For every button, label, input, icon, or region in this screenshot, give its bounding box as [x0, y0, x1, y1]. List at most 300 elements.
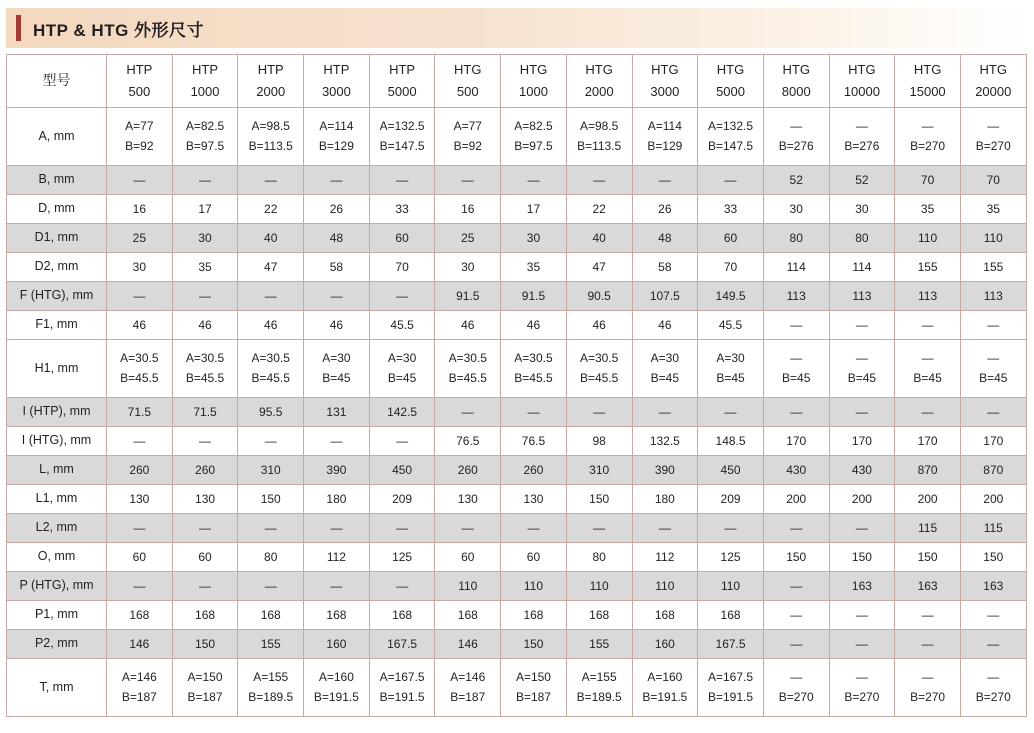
- table-row: [7, 601, 1027, 630]
- accent-bar: [16, 15, 21, 41]
- table-cell: [698, 659, 764, 717]
- table-cell: [369, 340, 435, 398]
- column-header: [107, 55, 173, 108]
- table-cell: 26: [304, 195, 370, 224]
- table-cell: [895, 108, 961, 166]
- table-cell: [829, 659, 895, 717]
- cell-value-b: B=191.5: [379, 690, 425, 704]
- table-cell: —: [107, 572, 173, 601]
- cell-value-b: B=45: [847, 371, 877, 385]
- row-header-label: D2, mm: [7, 253, 107, 282]
- table-cell: [632, 108, 698, 166]
- table-cell: 146: [435, 630, 501, 659]
- table-cell: 168: [435, 601, 501, 630]
- row-header-label: L1, mm: [7, 485, 107, 514]
- cell-value-b: B=45: [979, 371, 1008, 385]
- table-cell: 35: [172, 253, 238, 282]
- table-cell: 170: [829, 427, 895, 456]
- table-cell: 16: [107, 195, 173, 224]
- row-header-label: L, mm: [7, 456, 107, 485]
- column-header-size: 3000: [321, 83, 351, 99]
- table-cell: —: [172, 282, 238, 311]
- table-cell: 40: [238, 224, 304, 253]
- table-cell: 430: [829, 456, 895, 485]
- table-cell: 150: [501, 630, 567, 659]
- table-cell: —: [238, 572, 304, 601]
- table-cell: —: [566, 398, 632, 427]
- table-cell: [238, 340, 304, 398]
- table-cell: 80: [238, 543, 304, 572]
- column-header-size: 2000: [256, 83, 286, 99]
- table-cell: —: [829, 398, 895, 427]
- dimensions-table: [6, 54, 1027, 717]
- table-cell: [960, 659, 1026, 717]
- column-header-size: 3000: [650, 83, 680, 99]
- table-cell: 60: [698, 224, 764, 253]
- table-cell: 17: [172, 195, 238, 224]
- table-cell: [632, 340, 698, 398]
- table-cell: [435, 340, 501, 398]
- cell-value-a: A=82.5: [185, 119, 225, 133]
- table-cell: 209: [369, 485, 435, 514]
- cell-value-b: B=129: [318, 139, 354, 153]
- table-cell: 870: [895, 456, 961, 485]
- table-cell: [829, 340, 895, 398]
- table-cell: 142.5: [369, 398, 435, 427]
- table-cell: 200: [763, 485, 829, 514]
- column-header: [435, 55, 501, 108]
- column-header: [895, 55, 961, 108]
- table-cell: —: [632, 514, 698, 543]
- table-cell: 110: [632, 572, 698, 601]
- table-cell: 180: [632, 485, 698, 514]
- row-header-label: O, mm: [7, 543, 107, 572]
- cell-value-b: B=45.5: [251, 371, 290, 385]
- table-cell: 168: [369, 601, 435, 630]
- cell-value-a: A=132.5: [379, 119, 425, 133]
- table-cell: —: [107, 166, 173, 195]
- table-cell: [763, 108, 829, 166]
- table-cell: [304, 659, 370, 717]
- row-header-label: F (HTG), mm: [7, 282, 107, 311]
- cell-value-b: B=45: [387, 371, 417, 385]
- column-header: [172, 55, 238, 108]
- cell-value-b: B=113.5: [577, 139, 622, 153]
- table-cell: 148.5: [698, 427, 764, 456]
- table-cell: 58: [632, 253, 698, 282]
- column-header-series: HTG: [848, 62, 876, 78]
- table-cell: 46: [632, 311, 698, 340]
- table-cell: 91.5: [435, 282, 501, 311]
- table-cell: [304, 340, 370, 398]
- table-cell: 200: [895, 485, 961, 514]
- table-cell: [566, 340, 632, 398]
- table-cell: 46: [304, 311, 370, 340]
- table-cell: —: [763, 311, 829, 340]
- table-row: [7, 572, 1027, 601]
- row-header-label: L2, mm: [7, 514, 107, 543]
- table-cell: 150: [895, 543, 961, 572]
- table-cell: —: [304, 282, 370, 311]
- table-cell: —: [435, 166, 501, 195]
- table-cell: 90.5: [566, 282, 632, 311]
- table-cell: 115: [960, 514, 1026, 543]
- cell-value-a: A=30.5: [448, 351, 487, 365]
- cell-value-a: A=30.5: [251, 351, 290, 365]
- cell-value-a: A=155: [581, 670, 617, 684]
- table-cell: 163: [895, 572, 961, 601]
- table-row: [7, 108, 1027, 166]
- cell-value-a: A=114: [647, 119, 682, 133]
- cell-value-b: B=187: [187, 690, 223, 704]
- table-cell: 168: [238, 601, 304, 630]
- cell-value-b: B=189.5: [248, 690, 294, 704]
- table-row: [7, 282, 1027, 311]
- table-row: [7, 340, 1027, 398]
- table-cell: 71.5: [107, 398, 173, 427]
- cell-value-b: B=97.5: [185, 139, 225, 153]
- table-cell: 35: [960, 195, 1026, 224]
- table-cell: 35: [501, 253, 567, 282]
- cell-value-b: B=270: [910, 139, 946, 153]
- cell-value-a: A=167.5: [708, 670, 754, 684]
- table-cell: 310: [566, 456, 632, 485]
- cell-value-b: B=191.5: [642, 690, 688, 704]
- cell-value-b: B=187: [515, 690, 551, 704]
- table-cell: 168: [501, 601, 567, 630]
- table-cell: —: [632, 398, 698, 427]
- table-cell: 260: [172, 456, 238, 485]
- column-header-size: 10000: [843, 83, 880, 99]
- table-cell: 60: [501, 543, 567, 572]
- table-cell: [172, 659, 238, 717]
- cell-value-a: —: [921, 119, 934, 133]
- cell-value-b: B=187: [121, 690, 157, 704]
- table-cell: 91.5: [501, 282, 567, 311]
- table-cell: —: [960, 311, 1026, 340]
- table-cell: [501, 108, 567, 166]
- table-cell: 110: [435, 572, 501, 601]
- row-header-label: H1, mm: [7, 340, 107, 398]
- table-cell: —: [172, 166, 238, 195]
- table-cell: 30: [763, 195, 829, 224]
- table-cell: 168: [698, 601, 764, 630]
- column-header-series: HTP: [323, 62, 350, 78]
- cell-value-a: A=30: [387, 351, 417, 365]
- cell-value-a: A=30: [716, 351, 745, 365]
- table-cell: [435, 659, 501, 717]
- table-cell: —: [369, 166, 435, 195]
- column-header-series: HTG: [454, 62, 482, 78]
- table-cell: 131: [304, 398, 370, 427]
- table-cell: 167.5: [369, 630, 435, 659]
- table-cell: [107, 108, 173, 166]
- table-cell: 46: [172, 311, 238, 340]
- cell-value-b: B=270: [975, 690, 1011, 704]
- table-cell: 170: [763, 427, 829, 456]
- table-cell: 310: [238, 456, 304, 485]
- table-cell: 168: [304, 601, 370, 630]
- table-cell: 30: [501, 224, 567, 253]
- column-header-series: HTG: [913, 62, 942, 78]
- table-cell: 150: [172, 630, 238, 659]
- table-cell: —: [107, 282, 173, 311]
- table-cell: [960, 108, 1026, 166]
- page-title: HTP & HTG 外形尺寸: [33, 20, 205, 40]
- table-cell: 113: [763, 282, 829, 311]
- table-cell: 25: [107, 224, 173, 253]
- table-header-row: [7, 55, 1027, 108]
- table-cell: 160: [304, 630, 370, 659]
- cell-value-b: B=45.5: [448, 371, 487, 385]
- cell-value-b: B=276: [778, 139, 814, 153]
- row-header-label: P1, mm: [7, 601, 107, 630]
- column-header: [238, 55, 304, 108]
- row-header-label: P (HTG), mm: [7, 572, 107, 601]
- table-cell: —: [763, 514, 829, 543]
- table-cell: [763, 659, 829, 717]
- table-cell: —: [895, 398, 961, 427]
- cell-value-b: B=147.5: [379, 139, 425, 153]
- table-cell: 450: [698, 456, 764, 485]
- table-cell: [369, 108, 435, 166]
- table-cell: [435, 108, 501, 166]
- table-cell: —: [829, 311, 895, 340]
- column-header-series: HTP: [126, 62, 153, 78]
- table-cell: 112: [304, 543, 370, 572]
- column-header-size: 8000: [781, 83, 811, 99]
- table-cell: —: [960, 601, 1026, 630]
- table-row: [7, 456, 1027, 485]
- row-header-label: A, mm: [7, 108, 107, 166]
- table-cell: [304, 108, 370, 166]
- table-cell: 22: [566, 195, 632, 224]
- table-row: [7, 659, 1027, 717]
- cell-value-b: B=129: [647, 139, 683, 153]
- table-cell: [632, 659, 698, 717]
- cell-value-a: A=30.5: [579, 351, 619, 365]
- table-cell: 30: [829, 195, 895, 224]
- table-cell: 114: [763, 253, 829, 282]
- table-cell: [829, 108, 895, 166]
- table-cell: 70: [960, 166, 1026, 195]
- page-header-banner: [6, 8, 1028, 48]
- row-header-label: P2, mm: [7, 630, 107, 659]
- table-row: [7, 427, 1027, 456]
- table-cell: 30: [107, 253, 173, 282]
- row-header-label: D, mm: [7, 195, 107, 224]
- column-header-series: HTP: [389, 62, 416, 78]
- cell-value-a: A=82.5: [514, 119, 553, 133]
- table-cell: 48: [632, 224, 698, 253]
- cell-value-b: B=113.5: [248, 139, 293, 153]
- cell-value-a: A=167.5: [379, 670, 425, 684]
- cell-value-b: B=92: [453, 139, 482, 153]
- table-cell: 167.5: [698, 630, 764, 659]
- table-cell: 155: [566, 630, 632, 659]
- column-header-size: 1000: [519, 83, 548, 99]
- table-cell: [238, 659, 304, 717]
- column-header-series: HTG: [716, 62, 745, 78]
- cell-value-a: —: [987, 351, 1000, 365]
- column-header-size: 15000: [909, 83, 946, 99]
- cell-value-b: B=187: [450, 690, 486, 704]
- table-cell: [960, 340, 1026, 398]
- cell-value-b: B=270: [975, 139, 1011, 153]
- table-cell: 130: [435, 485, 501, 514]
- table-row: [7, 311, 1027, 340]
- cell-value-a: A=160: [318, 670, 354, 684]
- table-cell: —: [107, 427, 173, 456]
- cell-value-a: A=98.5: [579, 119, 619, 133]
- table-cell: [172, 340, 238, 398]
- table-cell: 80: [566, 543, 632, 572]
- column-header-series: HTG: [585, 62, 613, 78]
- cell-value-a: —: [987, 119, 1000, 133]
- cell-value-b: B=45.5: [514, 371, 553, 385]
- table-cell: [698, 108, 764, 166]
- column-header: [829, 55, 895, 108]
- table-cell: —: [238, 427, 304, 456]
- table-row: [7, 253, 1027, 282]
- table-cell: 450: [369, 456, 435, 485]
- cell-value-a: A=150: [187, 670, 223, 684]
- table-cell: —: [960, 630, 1026, 659]
- cell-value-b: B=189.5: [576, 690, 622, 704]
- table-cell: [107, 659, 173, 717]
- table-cell: 26: [632, 195, 698, 224]
- cell-value-b: B=45: [716, 371, 745, 385]
- table-cell: 46: [566, 311, 632, 340]
- table-cell: 60: [435, 543, 501, 572]
- table-cell: 48: [304, 224, 370, 253]
- table-cell: 60: [172, 543, 238, 572]
- table-cell: [172, 108, 238, 166]
- column-header-series: HTP: [257, 62, 284, 78]
- column-header: [566, 55, 632, 108]
- table-cell: —: [238, 514, 304, 543]
- table-cell: 163: [829, 572, 895, 601]
- column-header: [960, 55, 1026, 108]
- table-cell: 168: [632, 601, 698, 630]
- table-cell: 110: [698, 572, 764, 601]
- column-header: [304, 55, 370, 108]
- table-cell: 110: [501, 572, 567, 601]
- table-cell: —: [304, 427, 370, 456]
- cell-value-b: B=270: [844, 690, 880, 704]
- row-header-label: D1, mm: [7, 224, 107, 253]
- table-cell: —: [304, 514, 370, 543]
- cell-value-a: A=77: [125, 119, 154, 133]
- table-row: [7, 166, 1027, 195]
- table-cell: —: [566, 166, 632, 195]
- cell-value-a: A=155: [253, 670, 289, 684]
- column-header: [763, 55, 829, 108]
- table-cell: —: [238, 166, 304, 195]
- table-cell: [566, 659, 632, 717]
- table-cell: —: [369, 282, 435, 311]
- table-cell: 200: [960, 485, 1026, 514]
- table-cell: 47: [238, 253, 304, 282]
- table-cell: 33: [369, 195, 435, 224]
- table-cell: 46: [238, 311, 304, 340]
- table-cell: 70: [698, 253, 764, 282]
- table-cell: 163: [960, 572, 1026, 601]
- table-row: [7, 485, 1027, 514]
- table-cell: —: [698, 166, 764, 195]
- column-header-series: HTG: [979, 62, 1007, 78]
- column-header-series: HTG: [519, 62, 548, 78]
- row-header-label: F1, mm: [7, 311, 107, 340]
- table-cell: —: [172, 514, 238, 543]
- table-cell: [763, 340, 829, 398]
- table-cell: 113: [895, 282, 961, 311]
- table-row: [7, 195, 1027, 224]
- cell-value-b: B=97.5: [514, 139, 553, 153]
- table-cell: 52: [829, 166, 895, 195]
- table-cell: —: [369, 514, 435, 543]
- table-cell: 110: [960, 224, 1026, 253]
- table-row: [7, 543, 1027, 572]
- table-cell: 76.5: [501, 427, 567, 456]
- row-header-label: T, mm: [7, 659, 107, 717]
- table-cell: 22: [238, 195, 304, 224]
- table-cell: [895, 659, 961, 717]
- cell-value-a: A=30.5: [120, 351, 159, 365]
- table-cell: 45.5: [698, 311, 764, 340]
- table-cell: —: [501, 166, 567, 195]
- table-cell: 430: [763, 456, 829, 485]
- table-cell: 200: [829, 485, 895, 514]
- cell-value-b: B=270: [778, 690, 814, 704]
- table-cell: 114: [829, 253, 895, 282]
- cell-value-a: A=30.5: [514, 351, 553, 365]
- table-cell: 209: [698, 485, 764, 514]
- row-header-label: B, mm: [7, 166, 107, 195]
- table-cell: —: [829, 630, 895, 659]
- column-header: [369, 55, 435, 108]
- cell-value-b: B=270: [910, 690, 946, 704]
- table-row: [7, 224, 1027, 253]
- table-cell: 17: [501, 195, 567, 224]
- table-cell: —: [763, 572, 829, 601]
- table-cell: 95.5: [238, 398, 304, 427]
- table-cell: 98: [566, 427, 632, 456]
- cell-value-a: A=114: [319, 119, 354, 133]
- cell-value-b: B=191.5: [313, 690, 359, 704]
- table-cell: 40: [566, 224, 632, 253]
- table-cell: 60: [107, 543, 173, 572]
- page: [0, 8, 1034, 733]
- cell-value-a: A=150: [515, 670, 551, 684]
- cell-value-b: B=45: [913, 371, 942, 385]
- table-cell: 71.5: [172, 398, 238, 427]
- table-cell: 113: [829, 282, 895, 311]
- table-cell: 112: [632, 543, 698, 572]
- cell-value-a: —: [790, 119, 803, 133]
- table-cell: 115: [895, 514, 961, 543]
- table-cell: —: [172, 427, 238, 456]
- table-cell: 130: [501, 485, 567, 514]
- table-cell: 149.5: [698, 282, 764, 311]
- table-cell: —: [238, 282, 304, 311]
- table-cell: [107, 340, 173, 398]
- table-cell: [238, 108, 304, 166]
- table-cell: [698, 340, 764, 398]
- cell-value-a: A=160: [647, 670, 683, 684]
- table-cell: 170: [960, 427, 1026, 456]
- table-cell: 150: [566, 485, 632, 514]
